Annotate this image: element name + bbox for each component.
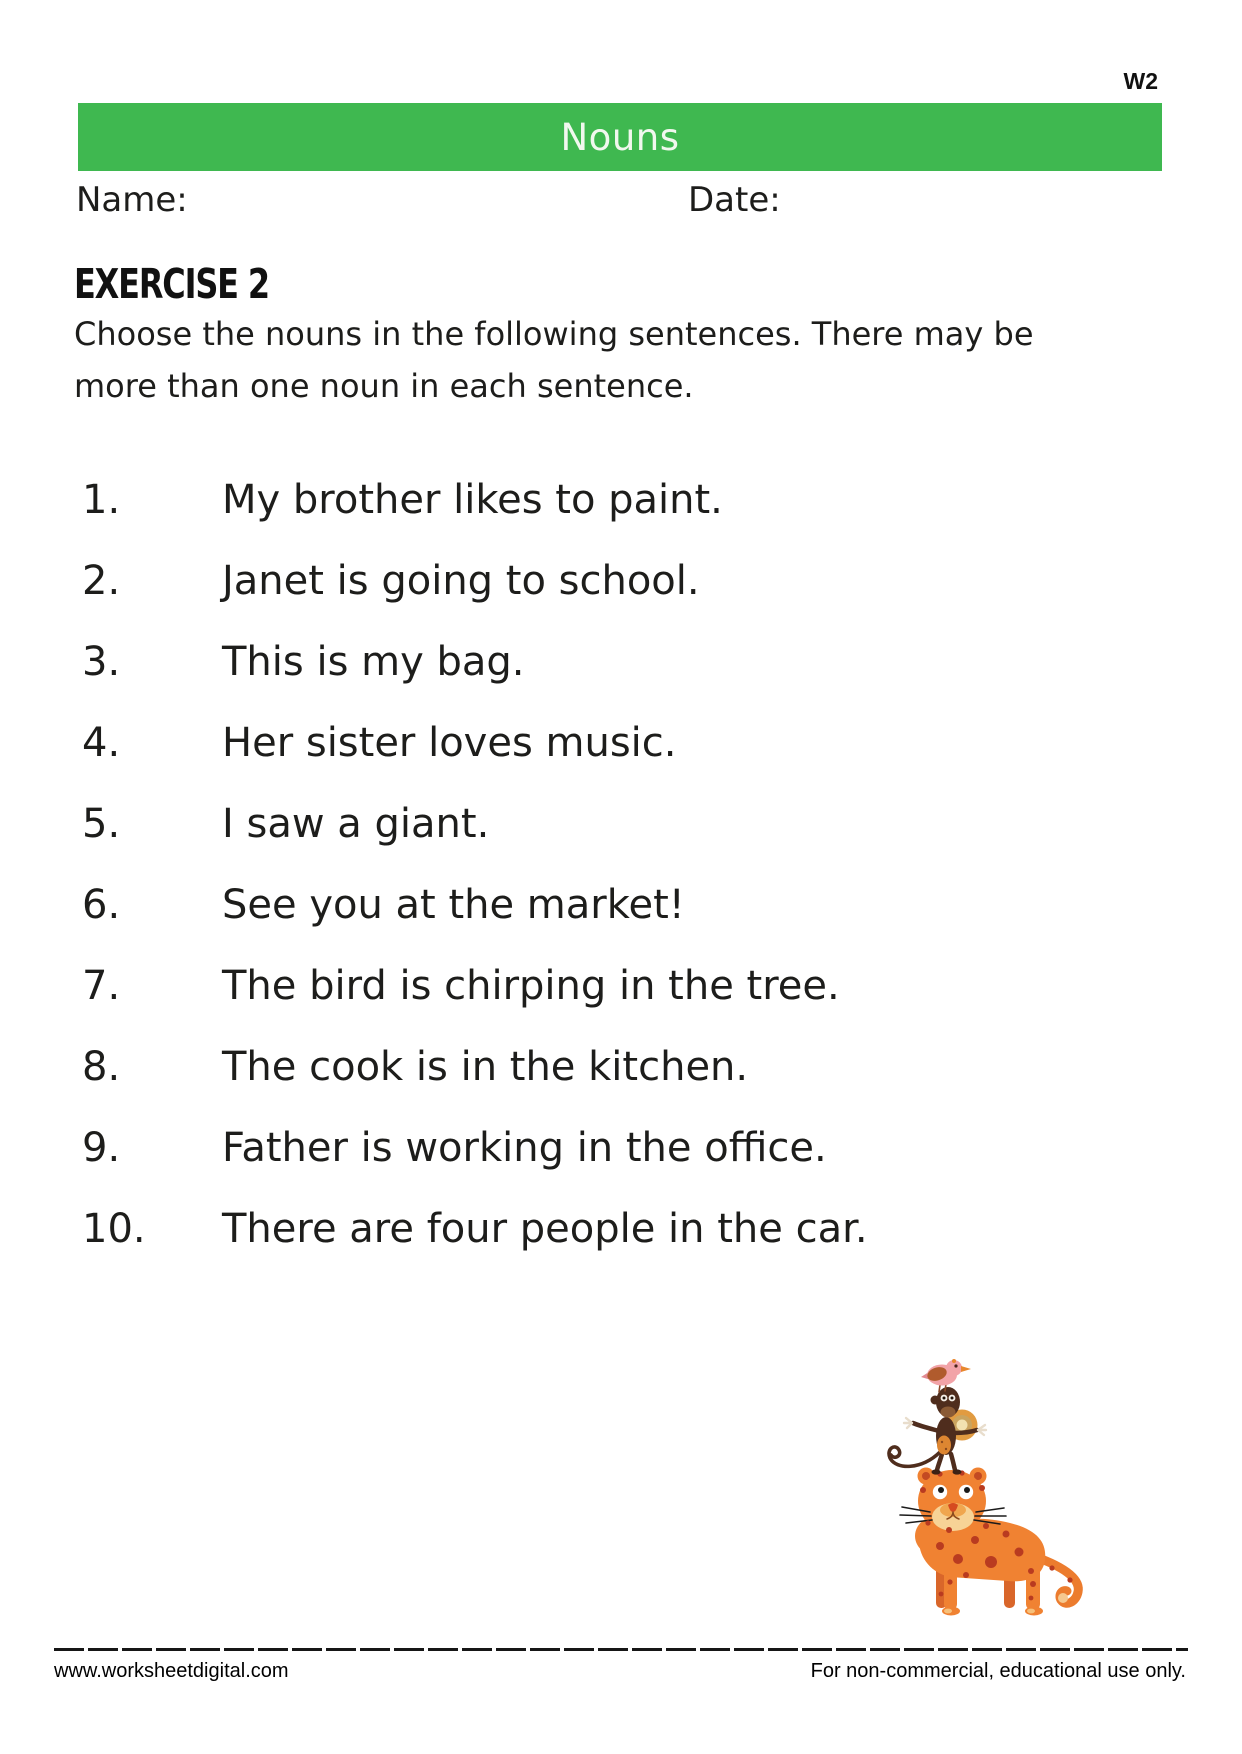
question-text: Janet is going to school. bbox=[222, 557, 700, 604]
question-text: The cook is in the kitchen. bbox=[222, 1043, 749, 1090]
question-row bbox=[0, 1026, 1242, 1107]
question-row bbox=[0, 1107, 1242, 1188]
question-text: Father is working in the office. bbox=[222, 1124, 827, 1171]
date-label: Date: bbox=[688, 180, 781, 220]
footer-divider bbox=[54, 1648, 1188, 1651]
footer-website: www.worksheetdigital.com bbox=[54, 1660, 289, 1682]
question-text: My brother likes to paint. bbox=[222, 476, 723, 523]
monkey-figure bbox=[889, 1387, 986, 1475]
exercise-instructions bbox=[74, 308, 1034, 412]
question-text: I saw a giant. bbox=[222, 800, 490, 847]
exercise-heading: EXERCISE 2 bbox=[74, 260, 269, 308]
question-row bbox=[0, 945, 1242, 1026]
instruction-line-1: Choose the nouns in the following sentences. There may be bbox=[74, 315, 1034, 353]
question-row bbox=[0, 783, 1242, 864]
title-bar bbox=[78, 103, 1162, 171]
question-number: 2. bbox=[82, 557, 121, 604]
question-text: The bird is chirping in the tree. bbox=[222, 962, 840, 1009]
leopard-monkey-bird-illustration bbox=[790, 1330, 1090, 1630]
question-text: There are four people in the car. bbox=[222, 1205, 868, 1252]
worksheet-code: W2 bbox=[1123, 68, 1158, 94]
question-number: 5. bbox=[82, 800, 121, 847]
question-row bbox=[0, 864, 1242, 945]
question-row bbox=[0, 540, 1242, 621]
question-text: This is my bag. bbox=[222, 638, 525, 685]
question-number: 6. bbox=[82, 881, 121, 928]
question-row bbox=[0, 1188, 1242, 1269]
question-number: 9. bbox=[82, 1124, 121, 1171]
question-number: 7. bbox=[82, 962, 121, 1009]
question-text: See you at the market! bbox=[222, 881, 685, 928]
bird-figure bbox=[921, 1359, 971, 1392]
question-number: 1. bbox=[82, 476, 121, 523]
question-row bbox=[0, 702, 1242, 783]
page-title: Nouns bbox=[560, 115, 680, 159]
footer-license: For non-commercial, educational use only. bbox=[810, 1660, 1186, 1682]
question-number: 8. bbox=[82, 1043, 121, 1090]
leopard-figure bbox=[900, 1468, 1078, 1616]
question-text: Her sister loves music. bbox=[222, 719, 677, 766]
question-number: 10. bbox=[82, 1205, 146, 1252]
question-number: 4. bbox=[82, 719, 121, 766]
question-row bbox=[0, 621, 1242, 702]
question-row bbox=[0, 459, 1242, 540]
question-number: 3. bbox=[82, 638, 121, 685]
instruction-line-2: more than one noun in each sentence. bbox=[74, 367, 694, 405]
question-list bbox=[0, 459, 1242, 1269]
name-label: Name: bbox=[76, 180, 188, 220]
